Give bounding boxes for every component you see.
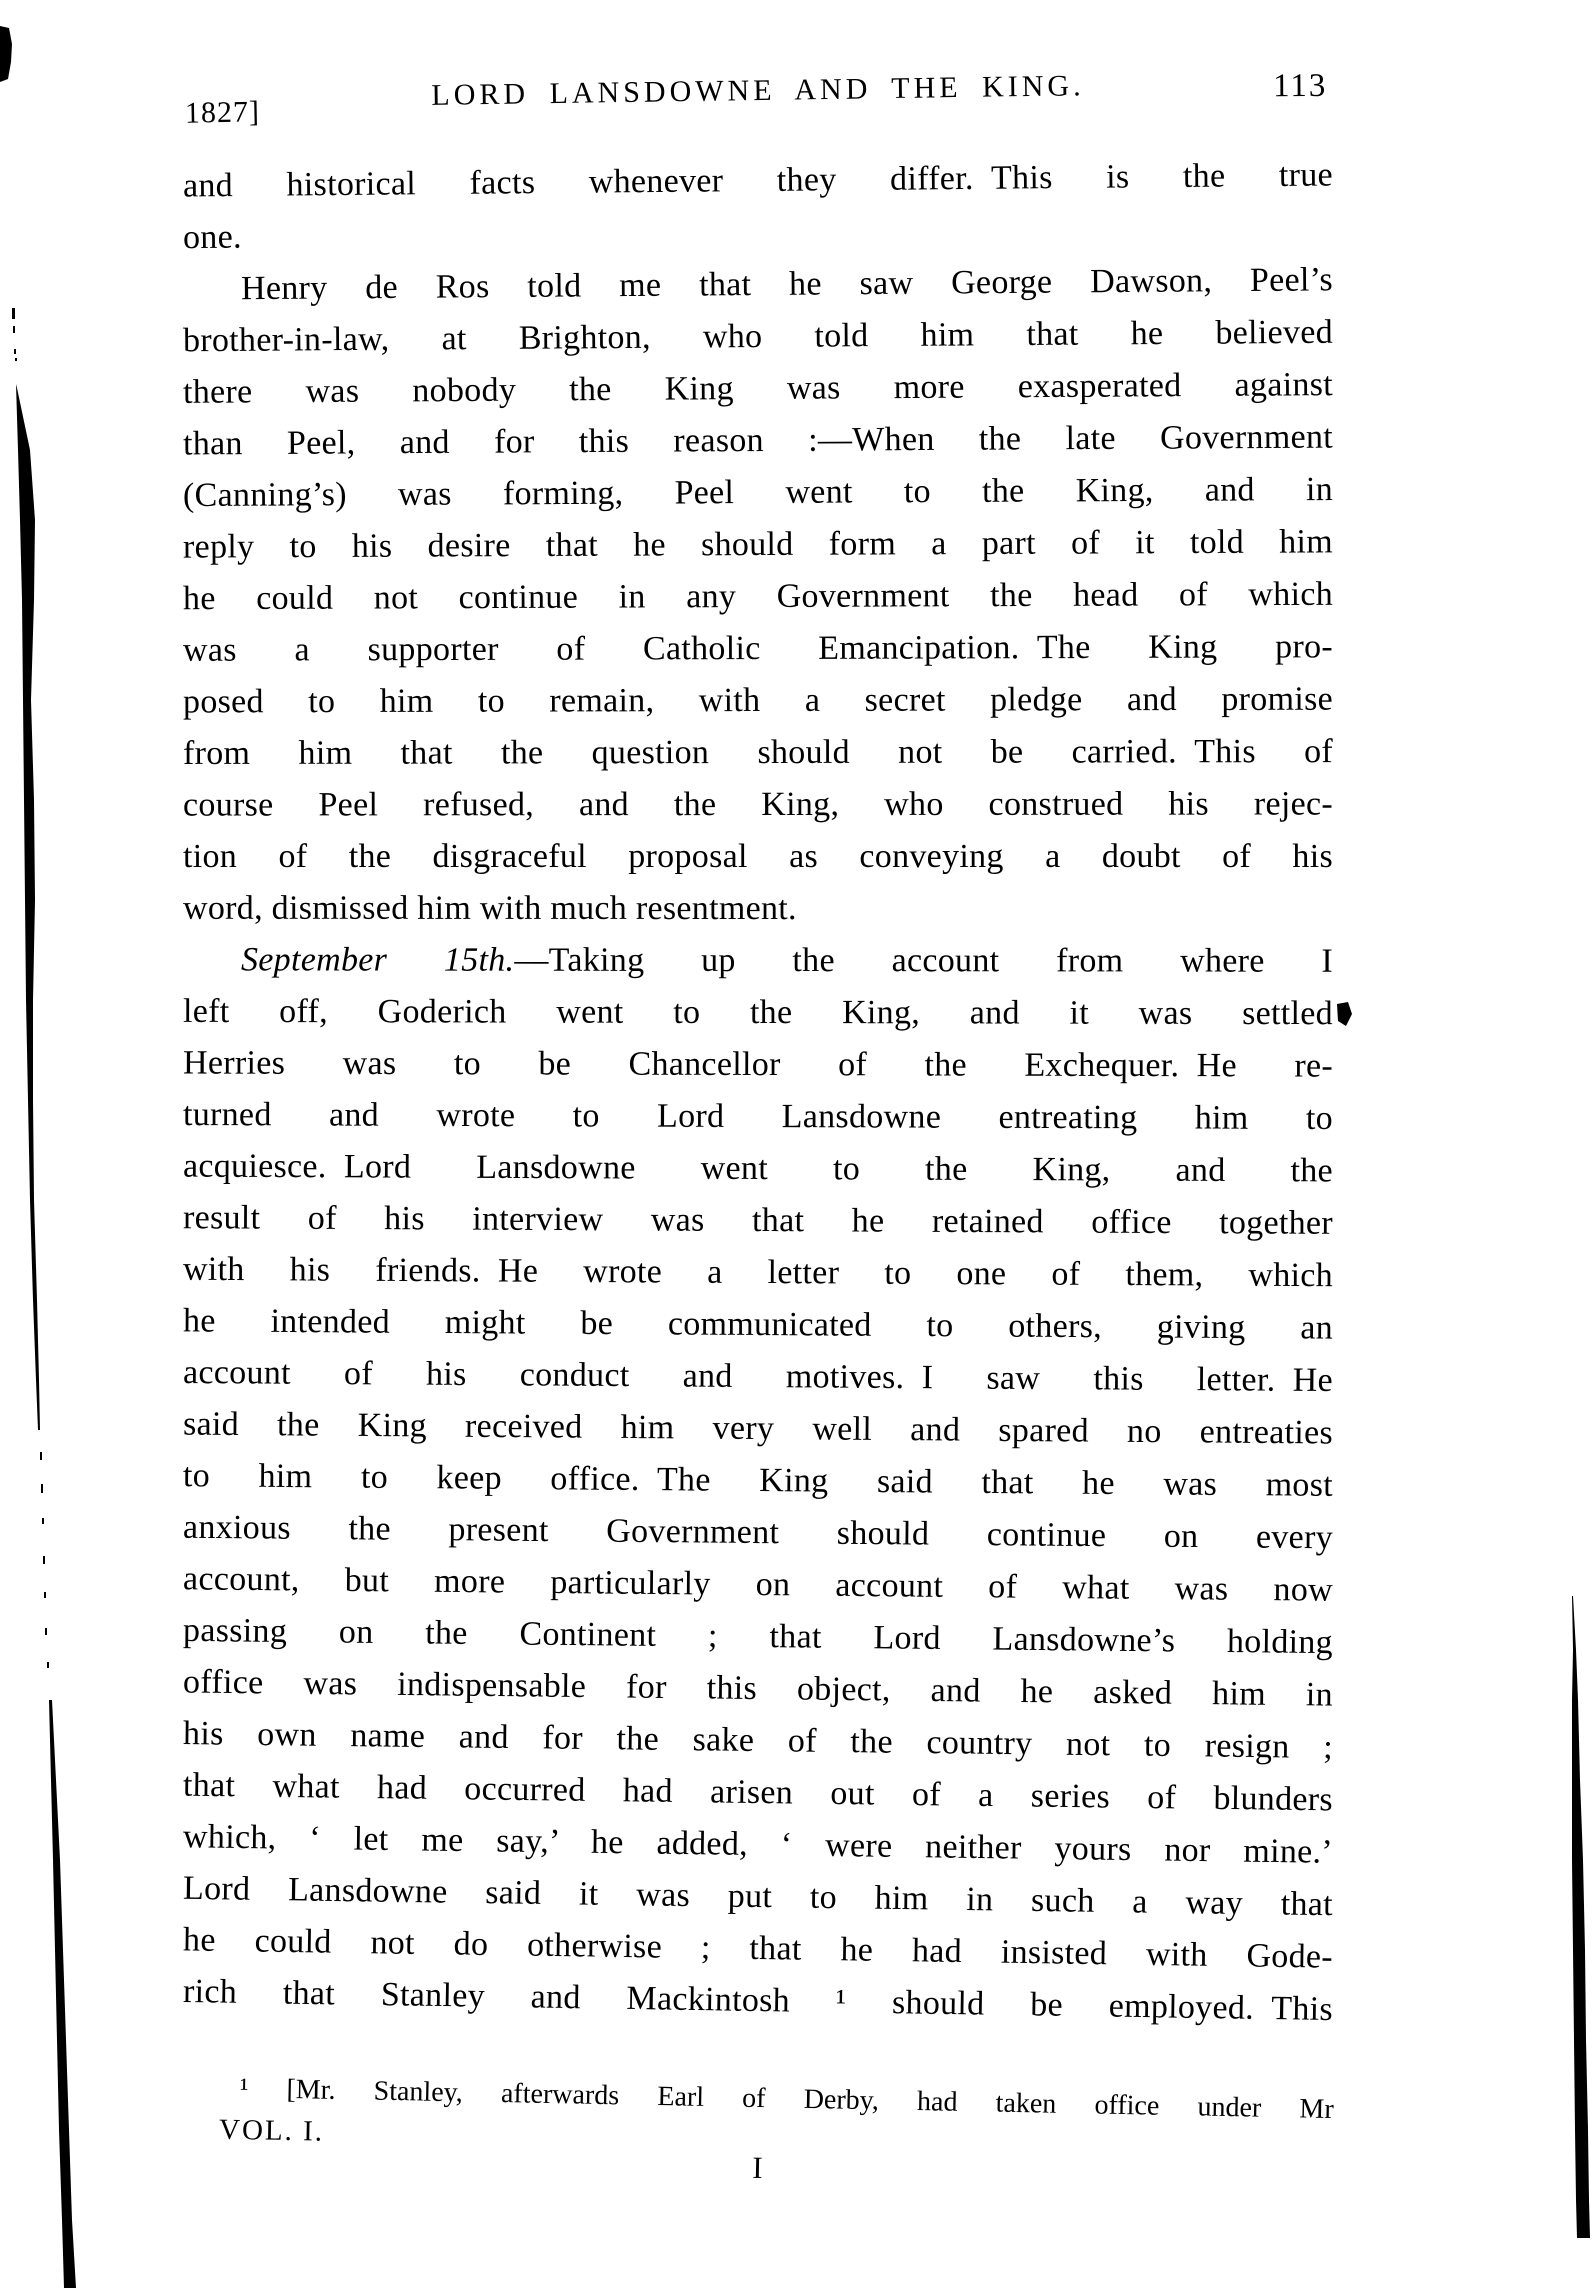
text-line: account of his conduct and motives. I saw this letter. He: [182, 1353, 1334, 1400]
volume-label: VOL. I.: [218, 2113, 325, 2148]
text-line: acquiesce. Lord Lansdowne went to the King, and the: [182, 1147, 1334, 1190]
scan-artifact-right-bar: [1572, 1596, 1590, 2238]
text-line: September 15th.—Taking up the account from where I: [240, 941, 1334, 980]
text-line: turned and wrote to Lord Lansdowne entreating him to: [182, 1096, 1334, 1137]
text-line: result of his interview was that he retained office together: [182, 1199, 1334, 1242]
scan-artifact-left-dots: [40, 1452, 49, 1668]
page-number: 113: [1272, 67, 1328, 105]
scan-artifact-left-streak: [16, 384, 40, 1430]
text-line: Lord Lansdowne said it was put to him in such a way that: [182, 1869, 1334, 1924]
running-title: LORD LANSDOWNE AND THE KING.: [431, 69, 1085, 112]
year-marker: 1827]: [184, 95, 261, 130]
text-line: he could not continue in any Government the head of which: [182, 575, 1334, 618]
text-line: account, but more particularly on account of what was now: [182, 1560, 1334, 1609]
text-line: word, dismissed him with much resentment.: [182, 889, 797, 928]
text-line: passing on the Continent ; that Lord Lansdowne’s holding: [182, 1611, 1334, 1662]
scan-artifact-bottom-left-streak: [49, 1700, 76, 2288]
text-line: than Peel, and for this reason :—When the late Government: [182, 418, 1334, 463]
footnote-text: [Mr. Stanley, afterwards Earl of Derby, had taken office under Mr: [286, 2073, 1334, 2126]
text-line: reply to his desire that he should form a part of it told him: [182, 523, 1334, 566]
body-lines: [183, 155, 1333, 2027]
text-line: rich that Stanley and Mackintosh ¹ should be employed. This: [182, 1972, 1334, 2029]
text-line: left off, Goderich went to the King, and it was settled: [182, 992, 1334, 1033]
text-line: tion of the disgraceful proposal as conveying a doubt of his: [182, 837, 1334, 876]
page-footer: [182, 2069, 1334, 2209]
text-line: his own name and for the sake of the country not to resign ;: [182, 1715, 1334, 1766]
text-line: he intended might be communicated to others, giving an: [182, 1302, 1334, 1347]
signature-mark: I: [751, 2149, 763, 2186]
text-line: one.: [182, 218, 242, 257]
text-line: posed to him to remain, with a secret pledge and promise: [182, 680, 1334, 721]
text-line: which, ‘ let me say,’ he added, ‘ were neither yours nor mine.’: [182, 1818, 1334, 1871]
text-line: and historical facts whenever they differ. This is the true: [182, 156, 1334, 205]
scan-artifact-left-dashes: [12, 308, 17, 361]
text-line: course Peel refused, and the King, who construed his rejec-: [182, 785, 1334, 824]
text-line: brother-in-law, at Brighton, who told him that he believed: [182, 313, 1334, 360]
page-header: [183, 66, 1333, 146]
text-line: to him to keep office. The King said that he was most: [182, 1457, 1334, 1504]
text-line: that what had occurred had arisen out of a series of blunders: [182, 1766, 1334, 1819]
text-line: anxious the present Government should continue on every: [182, 1508, 1334, 1557]
text-line: there was nobody the King was more exasperated against: [182, 366, 1334, 411]
scan-artifact-ink-blob: [1337, 1002, 1352, 1026]
text-line: with his friends. He wrote a letter to one of them, which: [182, 1250, 1334, 1295]
text-line: he could not do otherwise ; that he had insisted with Gode-: [182, 1921, 1334, 1976]
text-line: was a supporter of Catholic Emancipation. The King pro-: [182, 628, 1334, 669]
text-line: office was indispensable for this object, and he asked him in: [182, 1663, 1334, 1714]
text-line: Herries was to be Chancellor of the Exchequer. He re-: [182, 1044, 1334, 1085]
text-line: (Canning’s) was forming, Peel went to the King, and in: [182, 470, 1334, 515]
text-line: from him that the question should not be carried. This of: [182, 733, 1334, 772]
scan-artifact-top-left-block: [0, 26, 12, 82]
text-line: Henry de Ros told me that he saw George Dawson, Peel’s: [240, 261, 1334, 308]
text-line: said the King received him very well and spared no entreaties: [182, 1405, 1334, 1452]
footnote-marker: ¹: [239, 2073, 249, 2105]
